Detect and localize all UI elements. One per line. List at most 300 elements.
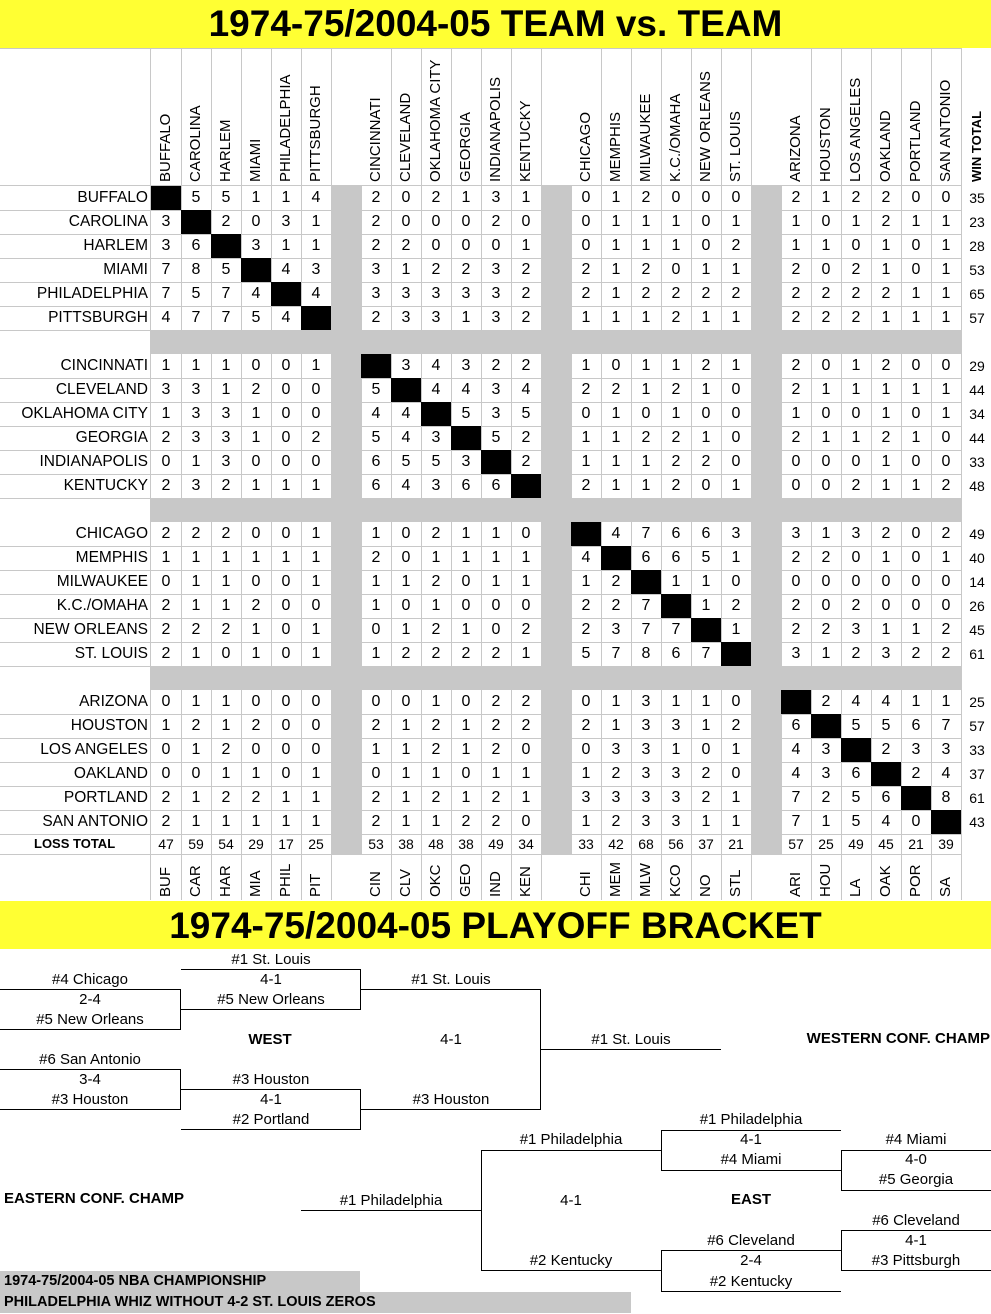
- matchup-cell: 3: [281, 213, 291, 230]
- matchup-cell: 3: [491, 381, 501, 398]
- matchup-cell: 0: [461, 693, 471, 710]
- bracket-team: #3 Pittsburgh: [871, 1252, 961, 1269]
- matchup-cell: 2: [701, 285, 711, 302]
- diagonal-cell: [151, 186, 181, 210]
- matchup-cell: 4: [401, 429, 411, 446]
- matchup-cell: 2: [791, 381, 801, 398]
- matchup-cell: 3: [191, 477, 201, 494]
- matchup-cell: 2: [191, 525, 201, 542]
- win-total-cell: 44: [969, 382, 985, 398]
- matchup-cell: 7: [671, 621, 681, 638]
- win-total-cell: 26: [969, 598, 985, 614]
- bracket-line: [661, 1170, 841, 1171]
- matchup-cell: 2: [191, 717, 201, 734]
- column-abbreviation: SA: [937, 876, 954, 897]
- matchup-cell: 1: [311, 237, 321, 254]
- matchup-cell: 0: [701, 405, 711, 422]
- column-abbreviation: ARI: [787, 871, 804, 897]
- matchup-cell: 4: [401, 405, 411, 422]
- matchup-cell: 7: [161, 285, 171, 302]
- matchup-cell: 1: [821, 237, 831, 254]
- matchup-cell: 8: [191, 261, 201, 278]
- matchup-cell: 2: [521, 429, 531, 446]
- matchup-cell: 1: [431, 693, 441, 710]
- bracket-line: [661, 1130, 662, 1171]
- matchup-cell: 0: [461, 597, 471, 614]
- matchup-cell: 0: [251, 213, 261, 230]
- matchup-cell: 0: [521, 525, 531, 542]
- matchup-cell: 8: [641, 645, 651, 662]
- matchup-cell: 5: [401, 453, 411, 470]
- matchup-cell: 0: [281, 405, 291, 422]
- matchup-cell: 2: [371, 789, 381, 806]
- matchup-cell: 2: [431, 645, 441, 662]
- bracket-line: [481, 1150, 661, 1151]
- division-separator: [150, 498, 961, 522]
- matchup-cell: 0: [581, 693, 591, 710]
- matchup-cell: 1: [461, 189, 471, 206]
- row-header: OAKLAND: [73, 765, 148, 782]
- matchup-cell: 2: [521, 309, 531, 326]
- matchup-cell: 4: [611, 525, 621, 542]
- matchup-cell: 2: [221, 477, 231, 494]
- matchup-cell: 1: [461, 789, 471, 806]
- diagonal-cell: [421, 402, 451, 426]
- matchup-cell: 1: [401, 261, 411, 278]
- column-header: CAROLINA: [187, 105, 204, 182]
- matchup-cell: 0: [521, 597, 531, 614]
- matchup-cell: 0: [281, 621, 291, 638]
- column-abbreviation: GEO: [457, 863, 474, 897]
- matchup-cell: 0: [731, 189, 741, 206]
- matchup-cell: 1: [881, 405, 891, 422]
- matchup-cell: 3: [221, 405, 231, 422]
- loss-total-cell: 38: [458, 836, 474, 852]
- matchup-cell: 2: [641, 189, 651, 206]
- matchup-cell: 1: [581, 309, 591, 326]
- matchup-cell: 1: [911, 309, 921, 326]
- matchup-cell: 2: [581, 261, 591, 278]
- diagonal-cell: [661, 594, 691, 618]
- matchup-cell: 2: [791, 261, 801, 278]
- column-header: ST. LOUIS: [727, 111, 744, 182]
- matchup-cell: 2: [491, 789, 501, 806]
- matchup-cell: 5: [461, 405, 471, 422]
- matchup-cell: 1: [371, 597, 381, 614]
- matchup-cell: 1: [221, 357, 231, 374]
- matchup-cell: 3: [401, 285, 411, 302]
- matchup-cell: 1: [671, 405, 681, 422]
- matchup-cell: 0: [281, 429, 291, 446]
- column-header: MILWAUKEE: [637, 93, 654, 182]
- matchup-cell: 3: [611, 741, 621, 758]
- matchup-cell: 3: [251, 237, 261, 254]
- column-abbreviation: CAR: [187, 865, 204, 897]
- matchup-cell: 4: [431, 357, 441, 374]
- bracket-line: [841, 1230, 842, 1271]
- matchup-cell: 0: [491, 621, 501, 638]
- matchup-cell: 1: [701, 381, 711, 398]
- matchup-cell: 2: [581, 717, 591, 734]
- matchup-cell: 1: [731, 309, 741, 326]
- matchup-cell: 5: [371, 429, 381, 446]
- win-total-cell: 40: [969, 550, 985, 566]
- matchup-cell: 2: [521, 621, 531, 638]
- matchup-cell: 0: [281, 381, 291, 398]
- matchup-cell: 4: [881, 693, 891, 710]
- matchup-cell: 0: [281, 645, 291, 662]
- matchup-cell: 8: [941, 789, 951, 806]
- win-total-cell: 48: [969, 478, 985, 494]
- matchup-cell: 1: [611, 261, 621, 278]
- matchup-cell: 0: [851, 237, 861, 254]
- matchup-cell: 4: [851, 693, 861, 710]
- matchup-cell: 0: [911, 549, 921, 566]
- matchup-cell: 3: [881, 645, 891, 662]
- matchup-cell: 2: [491, 645, 501, 662]
- west-champion: #1 St. Louis: [591, 1031, 671, 1048]
- matchup-cell: 0: [821, 213, 831, 230]
- matchup-cell: 1: [521, 549, 531, 566]
- row-header: ARIZONA: [79, 693, 148, 710]
- matchup-cell: 1: [161, 549, 171, 566]
- matchup-cell: 1: [431, 597, 441, 614]
- matchup-cell: 0: [791, 453, 801, 470]
- column-header: NEW ORLEANS: [697, 71, 714, 182]
- matchup-cell: 0: [521, 213, 531, 230]
- matchup-cell: 0: [911, 357, 921, 374]
- matchup-cell: 1: [731, 813, 741, 830]
- matchup-cell: 1: [671, 213, 681, 230]
- matchup-cell: 3: [161, 237, 171, 254]
- matchup-cell: 7: [191, 309, 201, 326]
- bracket-team: #6 San Antonio: [39, 1051, 141, 1068]
- column-header: OKLAHOMA CITY: [427, 59, 444, 182]
- matchup-cell: 2: [191, 621, 201, 638]
- matchup-cell: 0: [701, 237, 711, 254]
- bracket-line: [481, 1270, 661, 1271]
- bracket-score: 2-4: [740, 1252, 762, 1269]
- matchup-cell: 2: [491, 693, 501, 710]
- matchup-cell: 2: [371, 213, 381, 230]
- matchup-cell: 2: [821, 621, 831, 638]
- matchup-cell: 2: [251, 789, 261, 806]
- matchup-cell: 1: [491, 525, 501, 542]
- matchup-cell: 3: [401, 357, 411, 374]
- matchup-cell: 6: [461, 477, 471, 494]
- row-header: MEMPHIS: [75, 549, 148, 566]
- matchup-cell: 0: [791, 477, 801, 494]
- matchup-cell: 1: [821, 645, 831, 662]
- matchup-cell: 0: [161, 765, 171, 782]
- matchup-cell: 1: [371, 525, 381, 542]
- matchup-cell: 2: [161, 597, 171, 614]
- matchup-cell: 1: [881, 261, 891, 278]
- matchup-cell: 3: [431, 429, 441, 446]
- win-total-cell: 34: [969, 406, 985, 422]
- matchup-cell: 0: [821, 357, 831, 374]
- matchup-cell: 1: [911, 213, 921, 230]
- bracket-team: #4 Miami: [720, 1151, 782, 1168]
- matchup-cell: 2: [491, 813, 501, 830]
- matchup-cell: 5: [221, 261, 231, 278]
- matchup-cell: 3: [611, 621, 621, 638]
- column-abbreviation: IND: [487, 871, 504, 897]
- matchup-cell: 0: [461, 237, 471, 254]
- matchup-cell: 0: [311, 453, 321, 470]
- loss-total-label: LOSS TOTAL: [34, 836, 116, 851]
- bracket-score: 2-4: [79, 991, 101, 1008]
- matchup-cell: 2: [701, 789, 711, 806]
- matchup-cell: 4: [161, 309, 171, 326]
- loss-total-cell: 34: [518, 836, 534, 852]
- matchup-cell: 1: [941, 309, 951, 326]
- matchup-cell: 1: [731, 621, 741, 638]
- matchup-cell: 1: [281, 189, 291, 206]
- matchup-cell: 1: [191, 789, 201, 806]
- matchup-cell: 2: [791, 549, 801, 566]
- matchup-cell: 0: [281, 597, 291, 614]
- matchup-cell: 1: [941, 237, 951, 254]
- matchup-cell: 2: [791, 285, 801, 302]
- matchup-cell: 0: [851, 405, 861, 422]
- column-abbreviation: PIT: [307, 873, 324, 897]
- matchup-cell: 0: [731, 765, 741, 782]
- matchup-cell: 1: [311, 357, 321, 374]
- matchup-cell: 2: [431, 741, 441, 758]
- matchup-cell: 1: [581, 429, 591, 446]
- win-total-cell: 37: [969, 766, 985, 782]
- matchup-cell: 1: [941, 261, 951, 278]
- diagonal-cell: [601, 546, 631, 570]
- matchup-cell: 3: [641, 741, 651, 758]
- bracket-team: #5 New Orleans: [36, 1011, 144, 1028]
- matchup-cell: 1: [641, 477, 651, 494]
- matchup-cell: 1: [911, 429, 921, 446]
- matchup-cell: 1: [881, 237, 891, 254]
- column-abbreviation: MLW: [637, 863, 654, 897]
- column-abbreviation: KEN: [517, 866, 534, 897]
- matchup-cell: 0: [311, 381, 321, 398]
- matchup-cell: 1: [701, 309, 711, 326]
- loss-total-cell: 47: [158, 836, 174, 852]
- matchup-cell: 5: [371, 381, 381, 398]
- matchup-cell: 2: [161, 621, 171, 638]
- diagonal-cell: [811, 714, 841, 738]
- column-abbreviation: NO: [697, 874, 714, 897]
- matchup-cell: 1: [161, 717, 171, 734]
- matchup-cell: 2: [521, 693, 531, 710]
- matchup-cell: 1: [911, 477, 921, 494]
- matchup-cell: 0: [251, 573, 261, 590]
- bracket-score: 4-1: [260, 1091, 282, 1108]
- matchup-cell: 2: [731, 285, 741, 302]
- row-header: GEORGIA: [75, 429, 148, 446]
- matchup-cell: 1: [221, 717, 231, 734]
- matchup-cell: 2: [731, 717, 741, 734]
- matchup-cell: 6: [641, 549, 651, 566]
- bracket-line: [181, 1129, 361, 1130]
- matchup-cell: 0: [311, 741, 321, 758]
- matchup-cell: 1: [911, 285, 921, 302]
- matchup-cell: 0: [401, 597, 411, 614]
- matchup-cell: 2: [251, 717, 261, 734]
- matchup-cell: 2: [851, 597, 861, 614]
- column-header: OAKLAND: [877, 110, 894, 182]
- matchup-cell: 1: [251, 477, 261, 494]
- matchup-cell: 1: [311, 477, 321, 494]
- diagonal-cell: [871, 762, 901, 786]
- matchup-cell: 1: [251, 405, 261, 422]
- matchup-cell: 0: [161, 453, 171, 470]
- matchup-cell: 2: [221, 621, 231, 638]
- matchup-cell: 1: [311, 573, 321, 590]
- bracket-line: [541, 1049, 721, 1050]
- matchup-cell: 4: [521, 381, 531, 398]
- matchup-cell: 0: [251, 693, 261, 710]
- column-abbreviation: STL: [727, 869, 744, 897]
- matchup-cell: 2: [791, 621, 801, 638]
- matchup-cell: 0: [461, 573, 471, 590]
- matchup-cell: 2: [431, 189, 441, 206]
- matchup-cell: 0: [581, 405, 591, 422]
- matchup-cell: 1: [911, 621, 921, 638]
- column-abbreviation: BUF: [157, 867, 174, 897]
- row-header: INDIANAPOLIS: [39, 453, 148, 470]
- grid-line: [0, 854, 962, 855]
- matchup-cell: 3: [311, 261, 321, 278]
- matchup-cell: 1: [401, 765, 411, 782]
- matchup-cell: 0: [401, 189, 411, 206]
- bracket-team: #2 Portland: [232, 1111, 310, 1128]
- diagonal-cell: [841, 738, 871, 762]
- matchup-cell: 0: [581, 189, 591, 206]
- matchup-cell: 2: [881, 429, 891, 446]
- matchup-cell: 7: [221, 309, 231, 326]
- win-total-header: WIN TOTAL: [969, 110, 984, 182]
- matchup-cell: 1: [881, 549, 891, 566]
- diagonal-cell: [181, 210, 211, 234]
- east-champion: #1 Philadelphia: [339, 1192, 443, 1209]
- matchup-cell: 0: [251, 741, 261, 758]
- bracket-team: #5 New Orleans: [217, 991, 325, 1008]
- loss-total-cell: 49: [848, 836, 864, 852]
- matchup-cell: 0: [281, 357, 291, 374]
- matchup-cell: 0: [941, 573, 951, 590]
- matchup-cell: 1: [311, 789, 321, 806]
- east-label: EAST: [730, 1191, 771, 1208]
- matchup-cell: 2: [161, 813, 171, 830]
- matchup-cell: 1: [521, 765, 531, 782]
- matchup-cell: 1: [401, 789, 411, 806]
- matchup-cell: 1: [611, 213, 621, 230]
- matchup-cell: 1: [251, 549, 261, 566]
- matchup-cell: 1: [641, 381, 651, 398]
- matchup-cell: 5: [851, 717, 861, 734]
- matchup-cell: 2: [611, 381, 621, 398]
- matchup-cell: 2: [881, 285, 891, 302]
- win-total-cell: 53: [969, 262, 985, 278]
- win-total-cell: 35: [969, 190, 985, 206]
- matchup-cell: 6: [791, 717, 801, 734]
- matchup-cell: 5: [491, 429, 501, 446]
- win-total-cell: 45: [969, 622, 985, 638]
- matchup-cell: 3: [461, 453, 471, 470]
- matchup-cell: 1: [281, 477, 291, 494]
- matchup-cell: 2: [941, 477, 951, 494]
- matchup-cell: 1: [881, 621, 891, 638]
- matchup-cell: 0: [401, 213, 411, 230]
- matchup-cell: 5: [581, 645, 591, 662]
- matchup-cell: 4: [281, 261, 291, 278]
- bracket-line: [0, 1109, 181, 1110]
- matchup-cell: 1: [251, 189, 261, 206]
- column-abbreviation: HAR: [217, 865, 234, 897]
- matchup-cell: 3: [641, 789, 651, 806]
- matchup-cell: 1: [311, 813, 321, 830]
- matchup-cell: 2: [161, 429, 171, 446]
- matchup-cell: 1: [641, 213, 651, 230]
- matchup-cell: 2: [521, 453, 531, 470]
- matchup-cell: 0: [311, 717, 321, 734]
- matchup-cell: 1: [251, 645, 261, 662]
- matchup-cell: 2: [401, 645, 411, 662]
- bracket-team: #1 Philadelphia: [699, 1111, 803, 1128]
- matchup-cell: 1: [851, 213, 861, 230]
- matchup-cell: 2: [941, 645, 951, 662]
- matchup-cell: 0: [371, 693, 381, 710]
- bracket-line: [841, 1270, 991, 1271]
- matchup-cell: 2: [461, 813, 471, 830]
- matchup-cell: 0: [941, 429, 951, 446]
- column-header: ARIZONA: [787, 115, 804, 182]
- matchup-cell: 3: [431, 477, 441, 494]
- diagonal-cell: [271, 282, 301, 306]
- west-champ-label: WESTERN CONF. CHAMP: [806, 1030, 990, 1047]
- win-total-cell: 61: [969, 790, 985, 806]
- matchup-cell: 2: [881, 525, 891, 542]
- column-header: CLEVELAND: [397, 92, 414, 182]
- matchup-cell: 0: [311, 597, 321, 614]
- matchup-cell: 0: [911, 597, 921, 614]
- matchup-cell: 1: [611, 477, 621, 494]
- bracket-team: #4 Chicago: [52, 971, 128, 988]
- matchup-cell: 1: [161, 405, 171, 422]
- column-abbreviation: PHIL: [277, 863, 294, 897]
- matchup-cell: 2: [611, 765, 621, 782]
- matchup-cell: 1: [671, 237, 681, 254]
- diagonal-cell: [361, 354, 391, 378]
- matchup-cell: 1: [221, 573, 231, 590]
- matchup-cell: 0: [161, 741, 171, 758]
- win-total-cell: 44: [969, 430, 985, 446]
- matchup-cell: 2: [791, 309, 801, 326]
- matchup-cell: 0: [911, 813, 921, 830]
- matchup-cell: 1: [431, 549, 441, 566]
- matchup-cell: 3: [221, 453, 231, 470]
- matchup-cell: 0: [941, 453, 951, 470]
- matchup-cell: 2: [701, 357, 711, 374]
- diagonal-cell: [631, 570, 661, 594]
- matchup-cell: 6: [371, 477, 381, 494]
- matchup-cell: 0: [701, 477, 711, 494]
- matchup-cell: 2: [581, 597, 591, 614]
- matchup-cell: 2: [821, 285, 831, 302]
- win-total-cell: 28: [969, 238, 985, 254]
- matchup-cell: 1: [461, 717, 471, 734]
- matchup-cell: 2: [731, 597, 741, 614]
- matchup-cell: 1: [941, 693, 951, 710]
